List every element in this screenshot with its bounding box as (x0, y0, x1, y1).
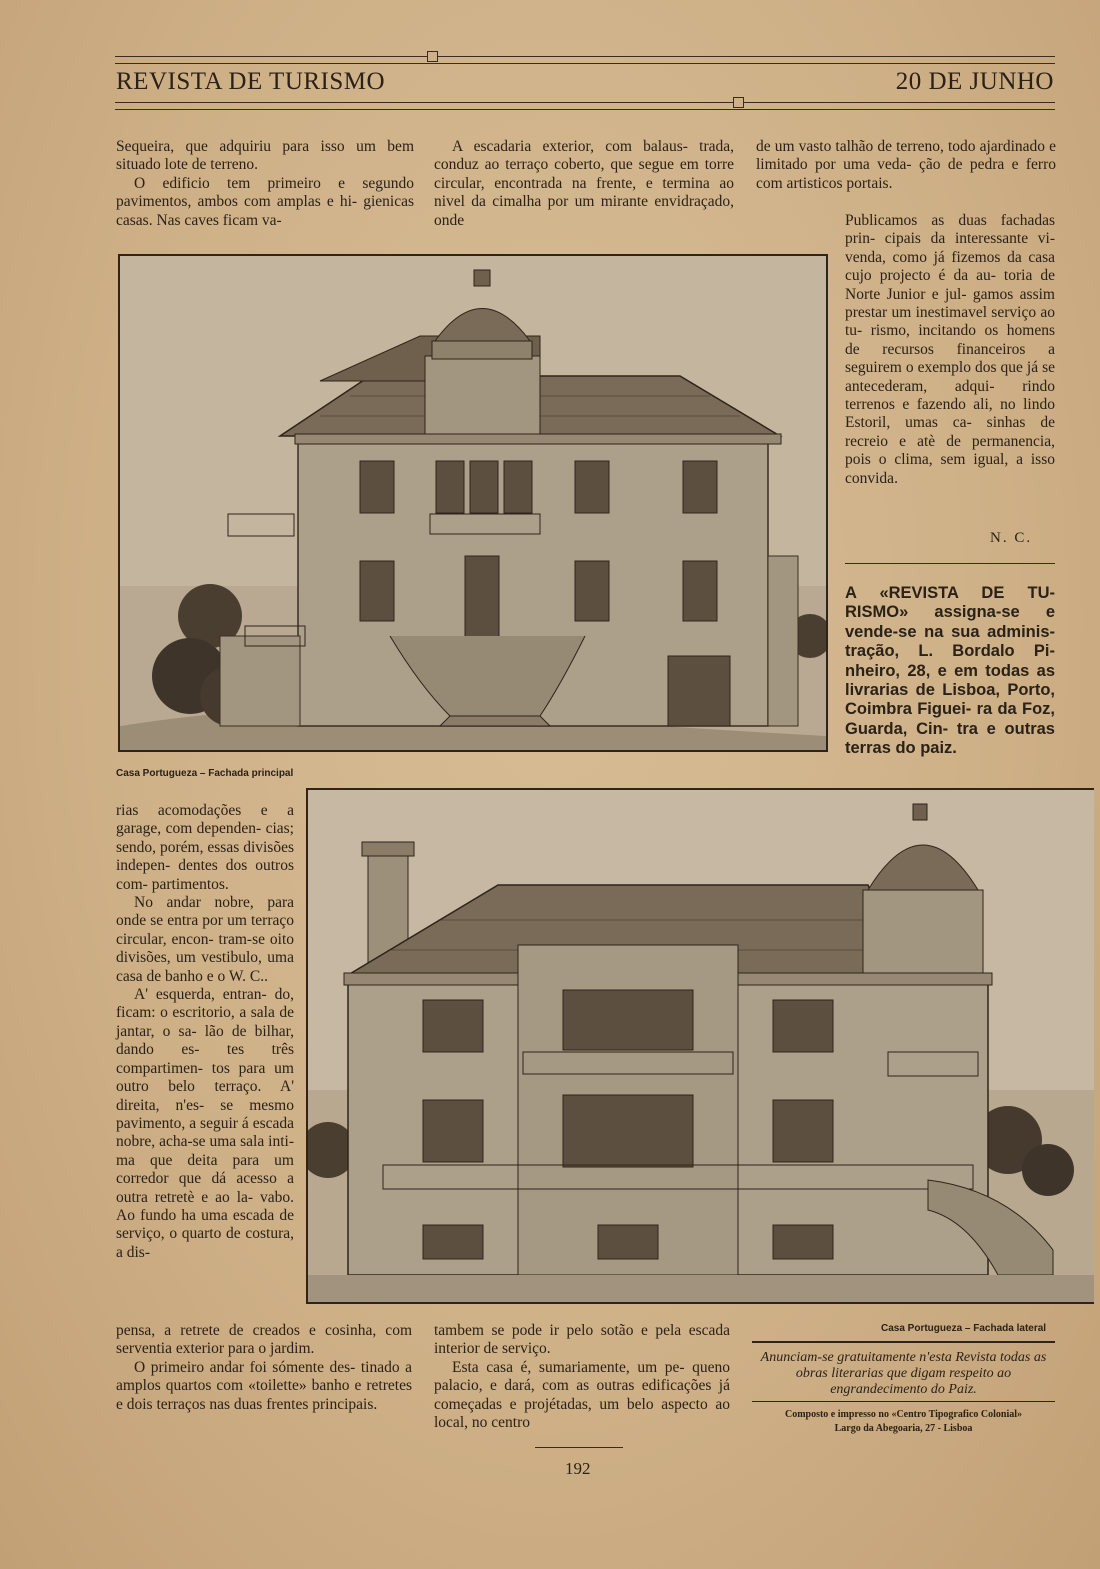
side-facade-drawing (308, 790, 1094, 1302)
paragraph: de um vasto talhão de terreno, todo ajardinado e limitado por uma veda- ção de pedra e ferro com artisticos portais. (756, 138, 1056, 192)
side-facade-caption: Casa Portugueza – Fachada lateral (881, 1323, 1047, 1334)
paragraph: A' esquerda, entran- do, ficam: o escritorio, a sala de jantar, o sa- lão de bilhar, dando es- tes três compartimen- tos para um outro belo terraço. A' direita, n'es- se mesmo pavimento, a seguir á escada nobre, acha-se uma sala inti- ma que deita para um corredor que dá acesso a outra retretè e ao la- vabo. Ao fundo ha uma escada de serviço, o quarto de costura, a dis- (116, 986, 294, 1261)
issue-date: 20 DE JUNHO (895, 68, 1054, 95)
front-facade-drawing (120, 256, 826, 750)
paragraph: tambem se pode ir pelo sotão e pela escada interior de serviço. (434, 1322, 730, 1358)
front-facade-caption: Casa Portugueza – Fachada principal (116, 768, 294, 779)
paragraph: Sequeira, que adquiriu para isso um bem situado lote de terreno. (116, 138, 414, 174)
divider (535, 1447, 623, 1448)
bottom-column-2 (434, 1322, 730, 1432)
left-column (116, 802, 294, 1262)
subscription-notice: A «REVISTA DE TU- RISMO» assigna-se e vende-se na sua adminis- tração, L. Bordalo Pi- nheiro, 28, e em todas as livrarias de Lisboa, Porto, Coimbra Figuei- ra da Foz, Guarda, Cin- tra e outras terras do paiz. (845, 584, 1055, 758)
paragraph: O edificio tem primeiro e segundo pavimentos, ambos com amplas e hi- gienicas casas. Nas caves ficam va- (116, 174, 414, 229)
printer-line-1: Composto e impresso no «Centro Tipografico Colonial» (784, 1409, 1023, 1420)
header-rule-bottom (115, 102, 1055, 110)
paragraph: A escadaria exterior, com balaus- trada, conduz ao terraço coberto, que segue em torre circular, encontrada na frente, e termina ao nivel da cimalha por um mirante envidraçado, onde (434, 138, 734, 229)
printer-line-2: Largo da Abegoaria, 27 - Lisboa (834, 1423, 973, 1434)
divider (752, 1401, 1055, 1402)
announcement: Anunciam-se gratuitamente n'esta Revista todas as obras literarias que digam respeito ao engrandecimento do Paiz. (760, 1350, 1047, 1397)
divider (845, 563, 1055, 564)
header-rule-top (115, 56, 1055, 64)
divider (752, 1341, 1055, 1343)
paragraph: pensa, a retrete de creados e cosinha, com serventia exterior para o jardim. (116, 1322, 412, 1358)
page-number: 192 (565, 1459, 591, 1478)
bottom-column-1 (116, 1322, 412, 1414)
author-signature: N. C. (990, 530, 1033, 546)
magazine-title: REVISTA DE TURISMO (116, 68, 386, 95)
side-facade-illustration (306, 788, 1094, 1304)
paragraph: Publicamos as duas fachadas prin- cipais da interessante vi- venda, como já fizemos da casa cujo projecto é da au- toria de Norte Junior e jul- gamos assim prestar um inestimavel serviço ao tu- rismo, incitando os homens de recursos financeiros a seguirem o exemplo dos que já se antecederam, adqui- rindo terrenos e fazendo ali, no lindo Estoril, umas ca- sinhas de recreio e atè de permanencia, pois o clima, sem igual, a isso convida. (845, 212, 1055, 487)
paragraph: rias acomodações e a garage, com dependen- cias; sendo, porém, essas divisões indepen- dentes dos outros com- partimentos. (116, 802, 294, 893)
front-facade-illustration (118, 254, 828, 752)
top-column-3 (756, 138, 1056, 193)
top-column-1 (116, 138, 414, 230)
paragraph: O primeiro andar foi sómente des- tinado a amplos quartos com «toilette» banho e retretes e dois terraços nas duas frentes principais. (116, 1358, 412, 1413)
paragraph: Esta casa é, sumariamente, um pe- queno palacio, e dará, com as outras edificações já começadas e projétadas, um belo aspecto ao local, no centro (434, 1358, 730, 1432)
right-column-text (845, 212, 1055, 488)
paragraph: No andar nobre, para onde se entra por um terraço circular, encon- tram-se oito divisões, um vestibulo, uma casa de banho e o W. C.. (116, 894, 294, 985)
top-column-2 (434, 138, 734, 230)
